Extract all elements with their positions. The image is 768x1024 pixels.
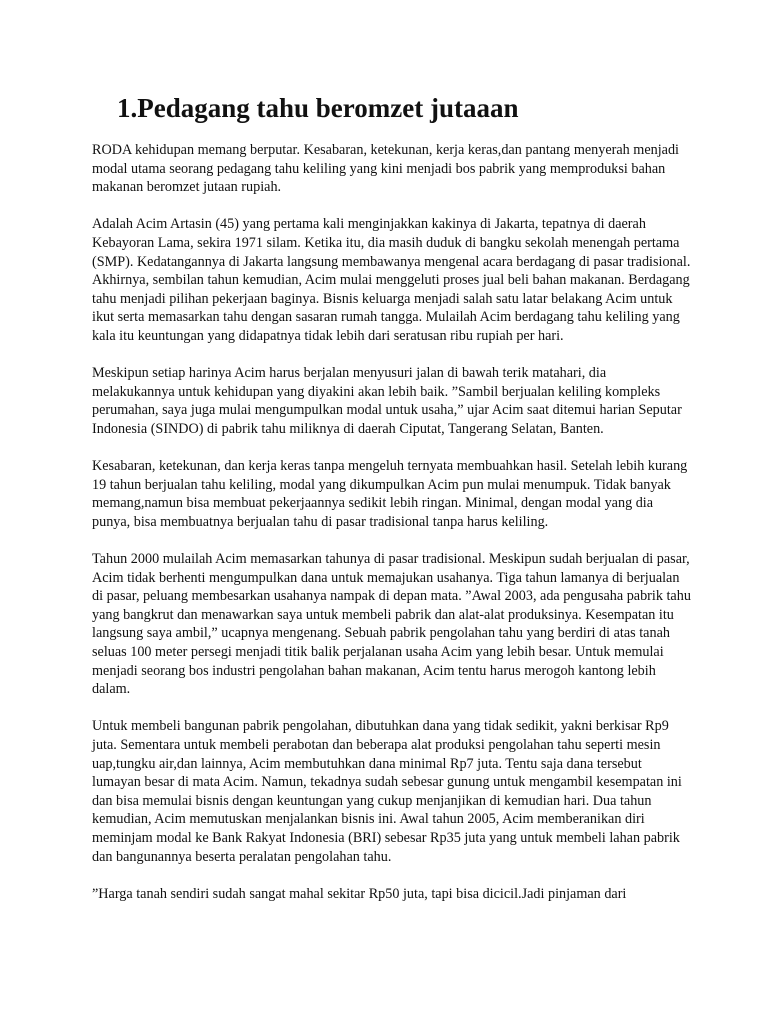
paragraph: ”Harga tanah sendiri sudah sangat mahal sekitar Rp50 juta, tapi bisa dicicil.Jadi pinjaman dari — [92, 885, 627, 902]
paragraph: Untuk membeli bangunan pabrik pengolahan, dibutuhkan dana yang tidak sedikit, yakni berkisar Rp9 juta. Sementara untuk membeli perabotan dan beberapa alat produksi pengolahan tahu seperti mesin uap,tungku air,dan lainnya, Acim membutuhkan dana minimal Rp7 juta. Tentu saja dana tersebut lumayan besar di mata Acim. Namun, tekadnya sudah sebesar gunung untuk mengambil kesempatan ini dan bisa memulai bisnis dengan keuntungan yang cukup menjanjikan di kemudian hari. Dua tahun kemudian, Acim memutuskan menjalankan bisnis ini. Awal tahun 2005, Acim memberanikan diri meminjam modal ke Bank Rakyat Indonesia (BRI) sebesar Rp35 juta yang untuk membeli lahan pabrik dan bangunannya beserta peralatan pengolahan tahu. — [92, 718, 682, 865]
paragraph: Kesabaran, ketekunan, dan kerja keras tanpa mengeluh ternyata membuahkan hasil. Setelah lebih kurang 19 tahun berjualan tahu keliling, modal yang dikumpulkan Acim pun mulai menumpuk. Tidak banyak memang,namun bisa membuat pekerjaannya sedikit lebih ringan. Minimal, dengan modal yang dia punya, bisa membuatnya berjualan tahu di pasar tradisional tanpa harus keliling. — [92, 458, 688, 530]
paragraph: Meskipun setiap harinya Acim harus berjalan menyusuri jalan di bawah terik matahari, dia melakukannya untuk kehidupan yang diyakini akan lebih baik. ”Sambil berjualan keliling kompleks perumahan, saya juga mulai mengumpulkan modal untuk usaha,” ujar Acim saat ditemui harian Seputar Indonesia (SINDO) di pabrik tahu miliknya di daerah Ciputat, Tangerang Selatan, Banten. — [92, 365, 682, 437]
paragraph: Adalah Acim Artasin (45) yang pertama kali menginjakkan kakinya di Jakarta, tepatnya di daerah Kebayoran Lama, sekira 1971 silam. Ketika itu, dia masih duduk di bangku sekolah menengah pertama (SMP). Kedatangannya di Jakarta langsung membawanya mengenal acara berdagang di pasar tradisional. Akhirnya, sembilan tahun kemudian, Acim mulai menggeluti proses jual beli bahan makanan. Berdagang tahu menjadi pilihan pekerjaan baginya. Bisnis keluarga menjadi salah satu latar belakang Acim untuk ikut serta memasarkan tahu dengan sasaran rumah tangga. Mulailah Acim berdagang tahu keliling yang kala itu keuntungan yang didapatnya tidak lebih dari seratusan ribu rupiah per hari. — [92, 216, 691, 344]
paragraph: RODA kehidupan memang berputar. Kesabaran, ketekunan, kerja keras,dan pantang menyerah menjadi modal utama seorang pedagang tahu keliling yang kini menjadi bos pabrik yang memproduksi bahan makanan beromzet jutaan rupiah. — [92, 142, 679, 196]
page-title: 1.Pedagang tahu beromzet jutaaan — [117, 93, 519, 123]
article-body — [92, 141, 692, 922]
paragraph: Tahun 2000 mulailah Acim memasarkan tahunya di pasar tradisional. Meskipun sudah berjualan di pasar, Acim tidak berhenti mengumpulkan dana untuk memajukan usahanya. Tiga tahun lamanya di berjualan di pasar, peluang membesarkan usahanya nampak di depan mata. ”Awal 2003, ada pengusaha pabrik tahu yang bangkrut dan menawarkan saya untuk membeli pabrik dan alat-alat produksinya. Kesempatan itu langsung saya ambil,” ucapnya mengenang. Sebuah pabrik pengolahan tahu yang berdiri di atas tanah seluas 100 meter persegi menjadi titik balik perjalanan usaha Acim yang lebih besar. Untuk memulai menjadi seorang bos industri pengolahan bahan makanan, Acim tentu harus merogoh kantong lebih dalam. — [92, 551, 691, 698]
